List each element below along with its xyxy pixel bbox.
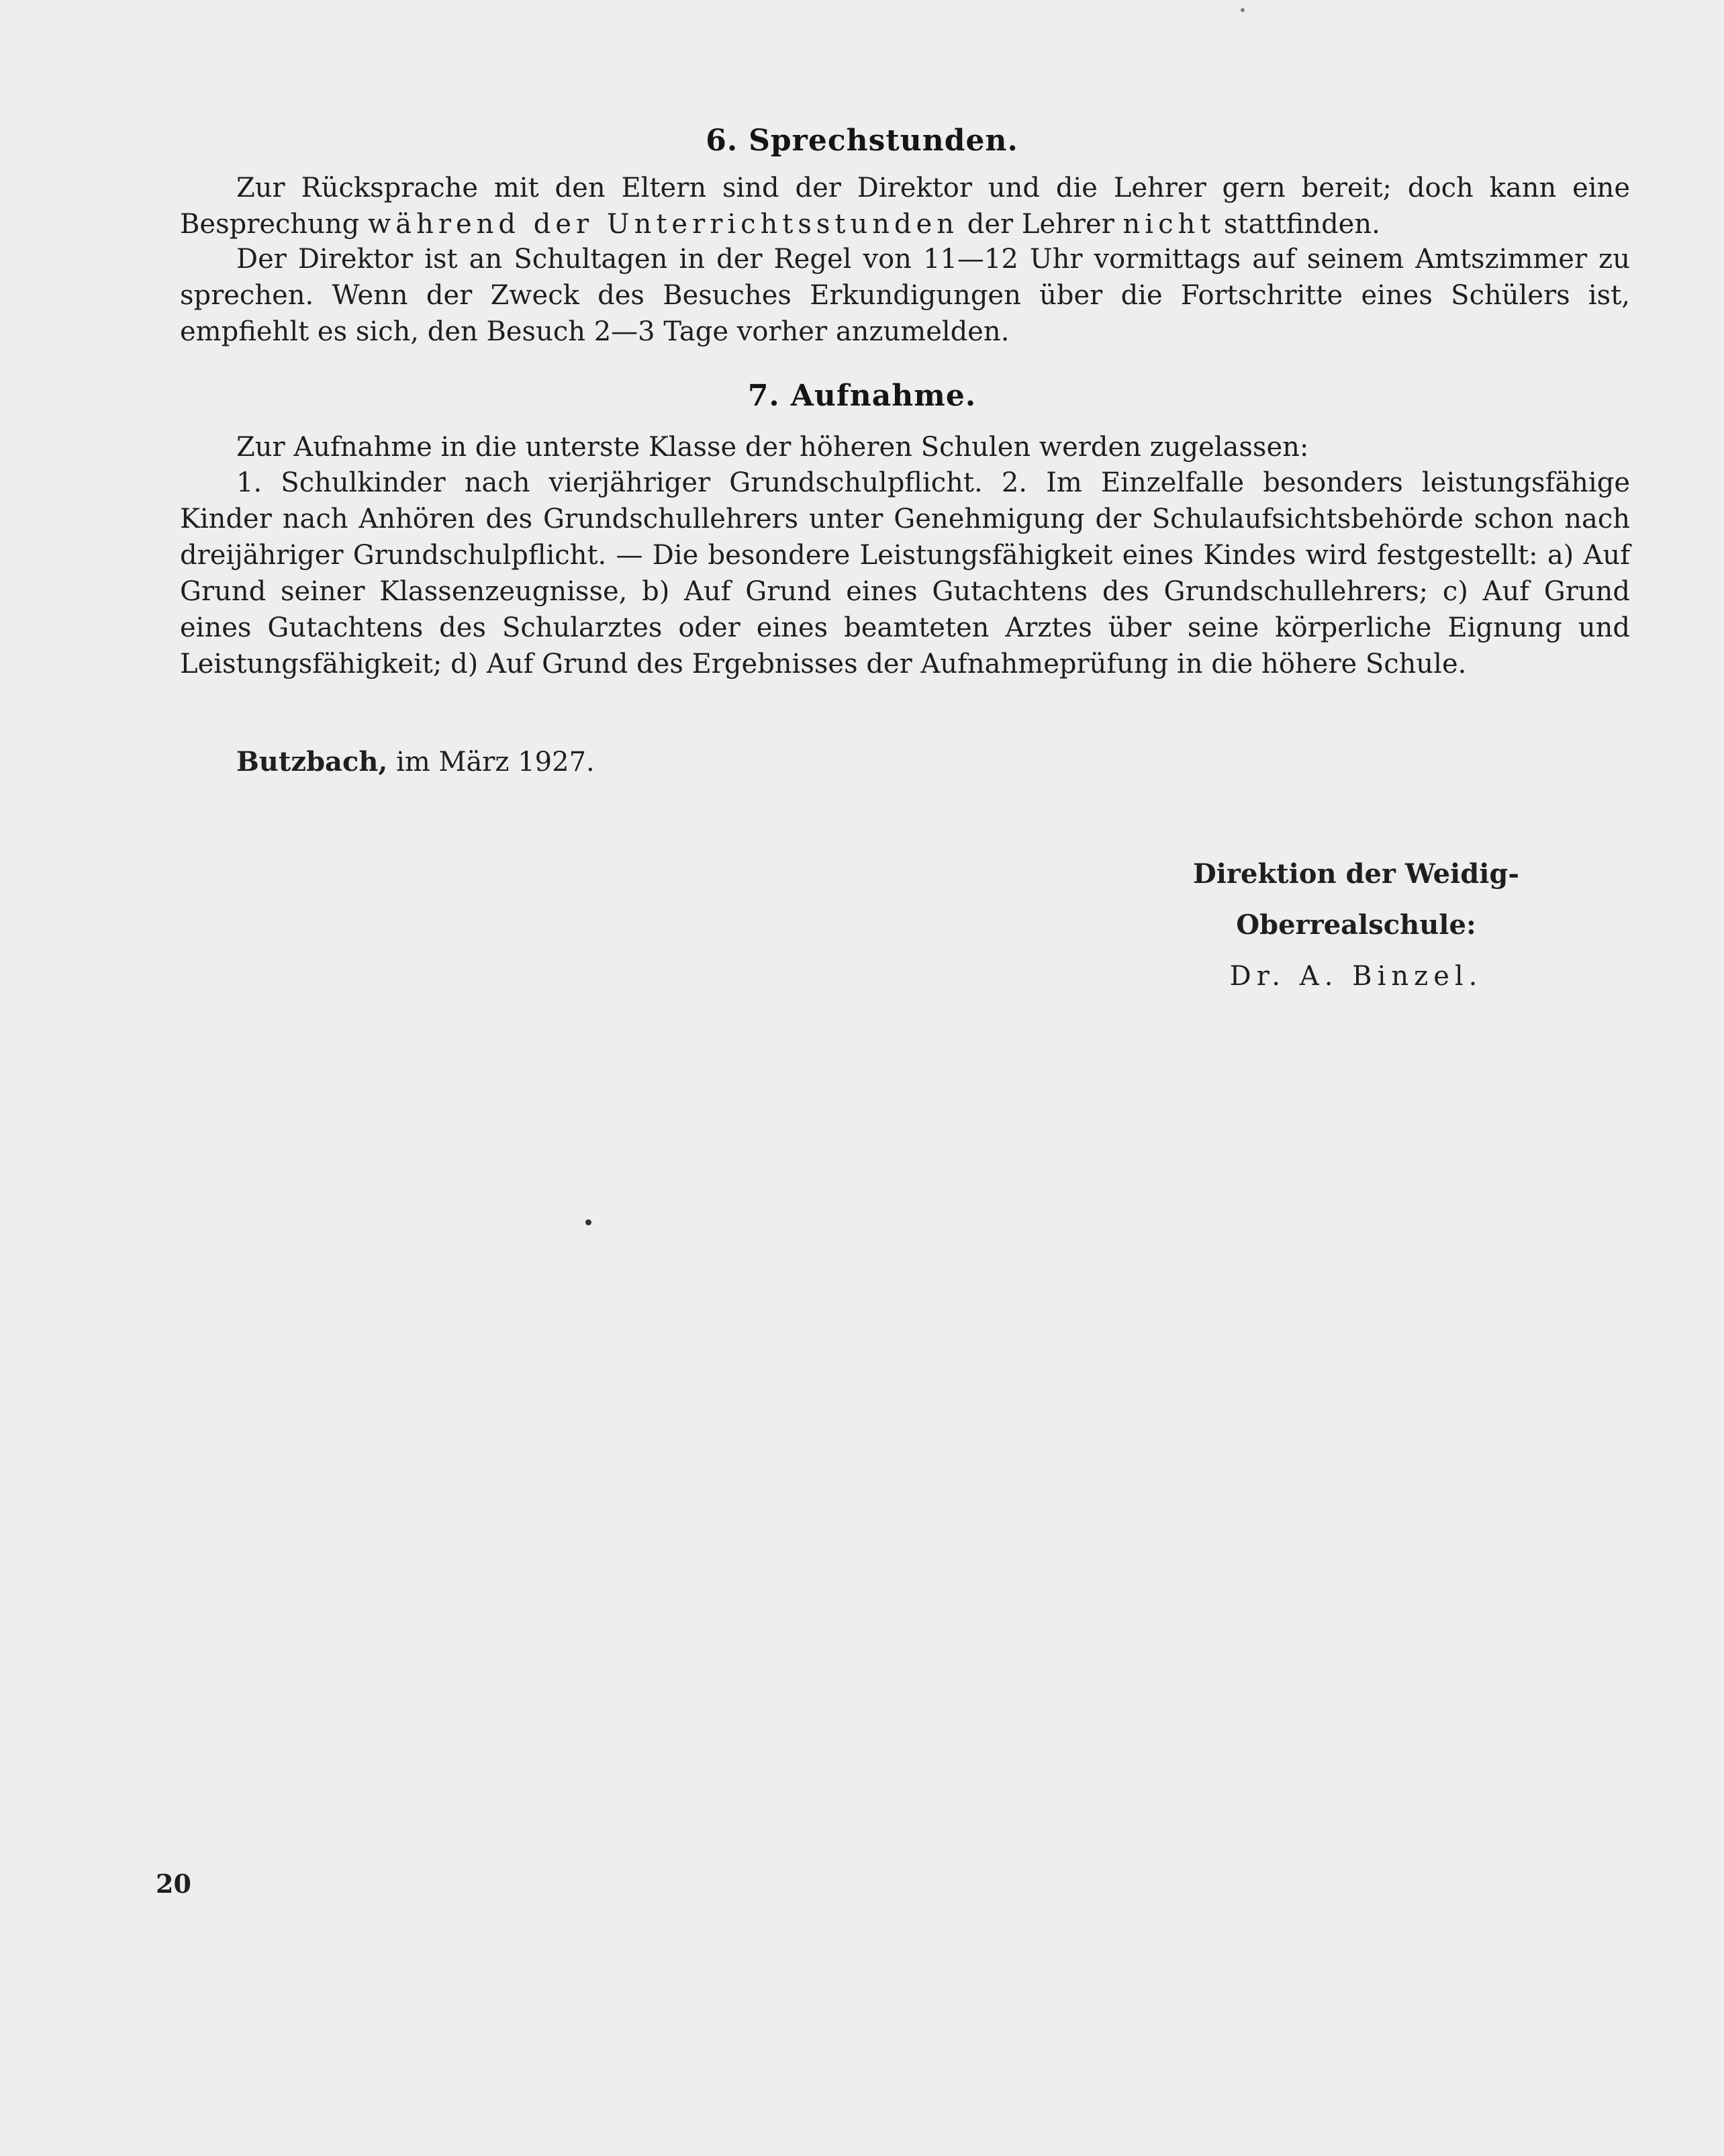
section-7-paragraph-2: 1. Schulkinder nach vierjähriger Grundschulpflicht. 2. Im Einzelfalle besonders leistungsfähige Kinder nach Anhören des Grundschullehrers unter Genehmigung der Schulaufsichtsbehörde schon nach dreijähriger Grundschulpflicht. — Die besondere Leistungsfähigkeit eines Kindes wird festgestellt: a) Auf Grund seiner Klassenzeugnisse, b) Auf Grund eines Gutachtens des Grundschullehrers; c) Auf Grund eines Gutachtens des Schularztes oder eines beamteten Arztes über seine körperliche Eignung und Leistungsfähigkeit; d) Auf Grund des Ergebnisses der Aufnahmeprüfung in die höhere Schule. [180,467,1630,679]
section-7-heading [0,379,1724,413]
place: Butzbach, [236,746,388,778]
section-6-number: 6. [706,124,738,158]
section-6-p1-end: stattfinden. [1224,209,1380,240]
section-6-p1-emphasis-2: nicht [1122,209,1216,240]
section-6-p1-emphasis-1: während der Unterrichtsstunden [368,209,959,240]
section-6-title: Sprechstunden. [749,124,1018,158]
date: im März 1927. [396,747,595,778]
print-speck [1241,8,1245,12]
page-number: 20 [156,1869,191,1899]
signature-organization: Direktion der Weidig-Oberrealschule: [1193,858,1519,941]
section-6-paragraph-2: Der Direktor ist an Schultagen in der Regel von 11—12 Uhr vormittags auf seinem Amtszimmer zu sprechen. Wenn der Zweck des Besuches Erkundigungen über die Fortschritte eines Schülers ist, empfiehlt es sich, den Besuch 2—3 Tage vorher anzumelden. [180,244,1630,347]
section-7-number: 7. [747,379,780,413]
section-6-paragraph-1 [180,170,1630,242]
print-speck [585,1219,591,1225]
section-6-p1-text: Zur Rücksprache mit den Eltern sind der Direktor und die Lehrer gern bereit; doch kann eine Besprechung [180,173,1630,240]
section-7-title: Aufnahme. [790,379,977,413]
signature-name: Dr. A. Binzel. [1229,961,1483,992]
section-6-p1-mid: der Lehrer [967,209,1114,240]
section-7-paragraph-1: Zur Aufnahme in die unterste Klasse der höheren Schulen werden zugelassen: [236,432,1309,463]
place-and-date [236,744,595,780]
signature-block [1128,849,1584,1002]
section-6-heading [0,124,1724,158]
